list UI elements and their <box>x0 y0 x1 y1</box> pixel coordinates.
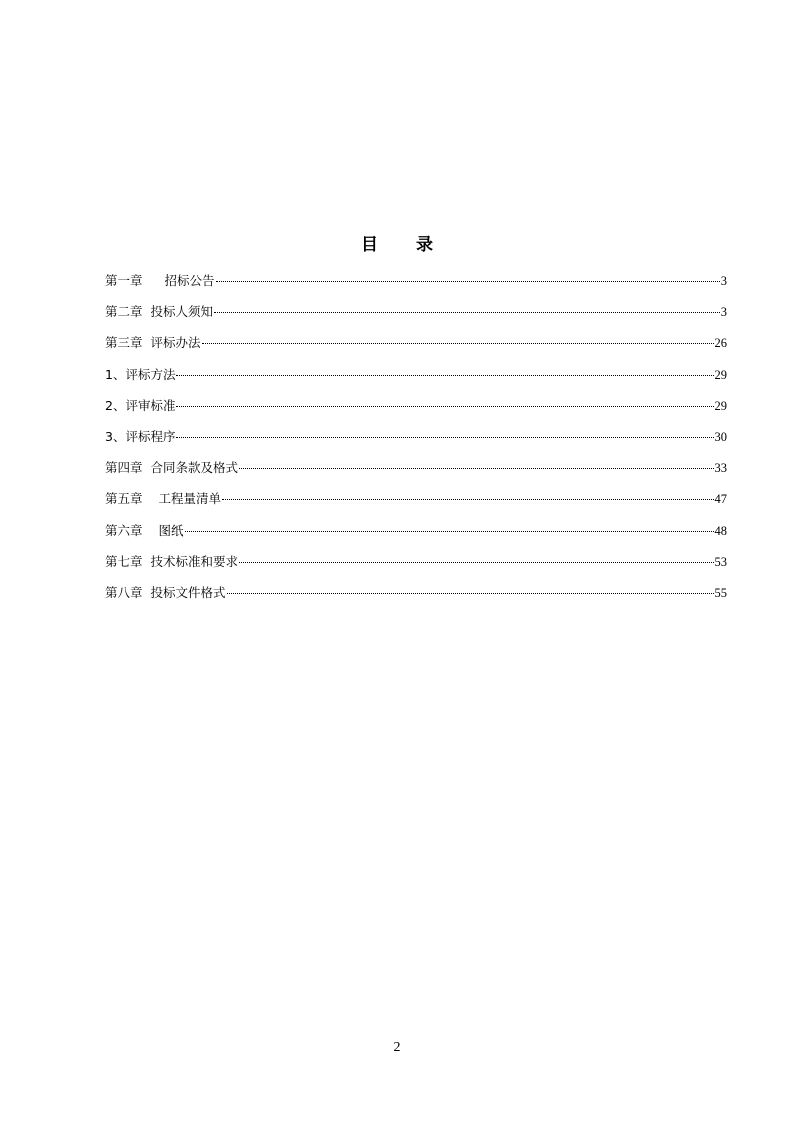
toc-entry-chapter-4[interactable] <box>105 452 727 483</box>
toc-entry-text <box>105 483 221 514</box>
toc-leader-dots <box>227 593 714 594</box>
toc-entry-title: 投标文件格式 <box>150 584 226 600</box>
toc-entry-text <box>105 390 175 421</box>
toc-entry-chapter-8[interactable] <box>105 577 727 608</box>
toc-entry-chapter-6[interactable] <box>105 515 727 546</box>
toc-entry-chapter-2[interactable] <box>105 296 727 327</box>
toc-entry-text <box>105 327 201 358</box>
toc-leader-dots <box>239 468 713 469</box>
toc-leader-dots <box>214 312 720 313</box>
toc-entry-text <box>105 452 238 483</box>
toc-entry-chapter-1[interactable] <box>105 265 727 296</box>
toc-chapter-label: 第八章 <box>105 584 143 600</box>
toc-entry-text <box>105 421 175 452</box>
toc-entry-title: 评标程序 <box>125 428 176 444</box>
toc-entry-title: 招标公告 <box>164 273 215 288</box>
toc-title <box>0 230 794 255</box>
toc-chapter-label: 第一章 <box>105 273 143 288</box>
toc-section-label: 3、 <box>105 428 126 444</box>
toc-leader-dots <box>176 437 713 438</box>
toc-entry-section-3[interactable] <box>105 421 727 452</box>
toc-page-number: 33 <box>714 461 727 476</box>
toc-entry-text <box>105 515 184 546</box>
toc-page-number: 30 <box>714 429 727 444</box>
toc-entry-chapter-5[interactable] <box>105 483 727 514</box>
toc-entry-text <box>105 359 175 390</box>
toc-leader-dots <box>185 531 714 532</box>
toc-entry-text <box>105 265 215 296</box>
toc-page-number: 48 <box>714 523 727 538</box>
toc-leader-dots <box>202 343 714 344</box>
toc-entry-title: 评审标准 <box>125 397 176 413</box>
toc-title-char-2: 录 <box>416 235 433 255</box>
toc-entry-text <box>105 296 213 327</box>
toc-entry-title: 评标办法 <box>150 335 201 351</box>
toc-chapter-label: 第五章 <box>105 491 143 507</box>
toc-chapter-label: 第六章 <box>105 522 143 538</box>
toc-page-number: 3 <box>720 274 727 288</box>
toc-leader-dots <box>176 406 713 407</box>
toc-entry-text <box>105 577 226 608</box>
toc-leader-dots <box>239 562 713 563</box>
toc-list <box>105 265 727 608</box>
toc-chapter-label: 第二章 <box>105 304 143 320</box>
toc-leader-dots <box>222 499 713 500</box>
toc-entry-chapter-3[interactable] <box>105 327 727 358</box>
toc-entry-text <box>105 546 238 577</box>
toc-entry-title: 技术标准和要求 <box>150 553 239 569</box>
toc-page-number: 29 <box>714 398 727 413</box>
toc-page-number: 29 <box>714 367 727 382</box>
toc-chapter-label: 第四章 <box>105 460 143 476</box>
toc-entry-section-2[interactable] <box>105 390 727 421</box>
toc-page-number: 3 <box>720 305 727 320</box>
toc-entry-title: 图纸 <box>158 522 184 538</box>
toc-chapter-label: 第三章 <box>105 335 143 351</box>
toc-chapter-label: 第七章 <box>105 553 143 569</box>
toc-section-label: 2、 <box>105 397 126 413</box>
toc-entry-title: 投标人须知 <box>150 304 214 320</box>
toc-page-number: 55 <box>714 585 727 600</box>
page-number: 2 <box>393 1040 401 1055</box>
toc-entry-chapter-7[interactable] <box>105 546 727 577</box>
toc-entry-title: 工程量清单 <box>158 491 222 507</box>
toc-section-label: 1、 <box>105 366 126 382</box>
toc-page-number: 47 <box>714 492 727 507</box>
toc-entry-title: 合同条款及格式 <box>150 460 239 476</box>
toc-page-number: 26 <box>714 336 727 351</box>
toc-leader-dots <box>176 375 713 376</box>
toc-entry-section-1[interactable] <box>105 359 727 390</box>
toc-leader-dots <box>216 281 720 282</box>
toc-entry-title: 评标方法 <box>125 366 176 382</box>
toc-title-char-1: 目 <box>361 235 378 255</box>
toc-page-number: 53 <box>714 554 727 569</box>
